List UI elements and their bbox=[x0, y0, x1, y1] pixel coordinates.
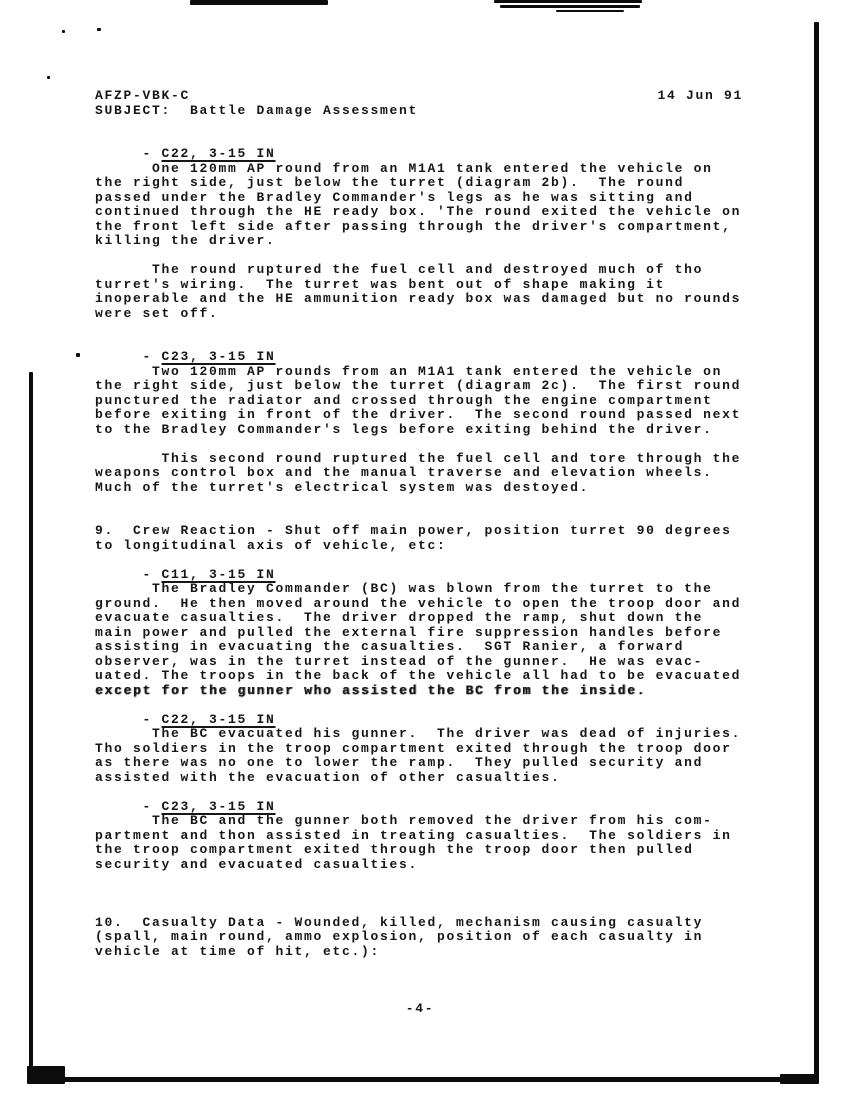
text-line: killing the driver. bbox=[95, 233, 276, 248]
scan-mark-top-right-2 bbox=[500, 5, 640, 8]
office-symbol: AFZP-VBK-C bbox=[95, 88, 191, 103]
scan-mark-top-right-1 bbox=[494, 0, 642, 3]
section-heading bbox=[95, 568, 785, 583]
text-line: The BC and the gunner both removed the driver from his com- bbox=[95, 813, 713, 828]
section-heading-label: C23, 3-15 IN bbox=[161, 349, 276, 364]
document-date: 14 Jun 91 bbox=[657, 88, 743, 103]
text-line: Two 120mm AP rounds from an M1A1 tank entered the vehicle on bbox=[95, 363, 723, 379]
scan-edge-right bbox=[814, 22, 819, 1084]
text-line: Tho soldiers in the troop compartment exited through the troop door bbox=[95, 740, 732, 756]
scan-blob-bottom-left bbox=[27, 1066, 65, 1084]
text-line: The BC evacuated his gunner. The driver was dead of injuries. bbox=[95, 726, 742, 741]
section-heading bbox=[95, 350, 785, 365]
scan-speck-4 bbox=[76, 353, 80, 357]
scan-speck-1 bbox=[62, 30, 65, 33]
text-line: Much of the turret's electrical system was destoyed. bbox=[95, 479, 590, 495]
text-line: the front left side after passing through the driver's compartment, bbox=[95, 218, 732, 234]
paragraph bbox=[95, 263, 785, 321]
text-line: security and evacuated casualties. bbox=[95, 856, 419, 872]
text-line: - C23, 3-15 IN bbox=[95, 349, 276, 364]
text-line: as there was no one to lower the ramp. They pulled security and bbox=[95, 755, 704, 770]
text-line: continued through the HE ready box. 'The round exited the vehicle on bbox=[95, 204, 742, 219]
text-line: inoperable and the HE ammunition ready box was damaged but no rounds bbox=[95, 291, 742, 306]
section-heading bbox=[95, 800, 785, 815]
text-line: the troop compartment exited through the troop door then pulled bbox=[95, 842, 694, 857]
page-footer bbox=[95, 1002, 745, 1017]
text-line: were set off. bbox=[95, 305, 219, 321]
paragraph bbox=[95, 365, 785, 438]
text-line: except for the gunner who assisted the BC from the inside. bbox=[95, 682, 647, 698]
text-line: observer, was in the turret instead of the gunner. He was evac- bbox=[95, 653, 704, 669]
text-line: - C22, 3-15 IN bbox=[95, 711, 276, 727]
paragraph bbox=[95, 162, 785, 249]
text-line: The round ruptured the fuel cell and destroyed much of tho bbox=[95, 262, 704, 277]
text-line: to longitudinal axis of vehicle, etc: bbox=[95, 537, 447, 553]
text-line: partment and thon assisted in treating casualties. The soldiers in bbox=[95, 827, 732, 843]
paragraph bbox=[95, 916, 785, 960]
page-number: -4- bbox=[405, 1001, 435, 1016]
text-line: to the Bradley Commander's legs before exiting behind the driver. bbox=[95, 421, 713, 437]
scan-edge-left bbox=[29, 372, 33, 1084]
text-line: - C23, 3-15 IN bbox=[95, 798, 276, 814]
text-line: vehicle at time of hit, etc.): bbox=[95, 943, 381, 959]
text-line: the right side, just below the turret (diagram 2c). The first round bbox=[95, 378, 742, 393]
text-line: ground. He then moved around the vehicle to open the troop door and bbox=[95, 595, 742, 611]
scan-mark-top-right-3 bbox=[556, 10, 624, 12]
text-line: the right side, just below the turret (diagram 2b). The round bbox=[95, 175, 685, 190]
scan-speck-3 bbox=[47, 76, 50, 79]
document bbox=[95, 89, 785, 1017]
text-line: 9. Crew Reaction - Shut off main power, position turret 90 degrees bbox=[95, 523, 732, 538]
paragraph bbox=[95, 524, 785, 553]
text-line: uated. The troops in the back of the vehicle all had to be evacuated bbox=[95, 668, 742, 683]
text-line: turret's wiring. The turret was bent out of shape making it bbox=[95, 276, 666, 292]
text-line: assisting in evacuating the casualties. SGT Ranier, a forward bbox=[95, 639, 685, 654]
text-line: (spall, main round, ammo explosion, position of each casualty in bbox=[95, 929, 704, 944]
scan-blob-bottom-right bbox=[780, 1074, 818, 1084]
paragraph bbox=[95, 452, 785, 496]
text-line: passed under the Bradley Commander's legs as he was sitting and bbox=[95, 189, 694, 205]
scan-mark-top-left bbox=[190, 0, 328, 5]
section-heading-label: C23, 3-15 IN bbox=[161, 798, 276, 814]
text-line: The Bradley Commander (BC) was blown from the turret to the bbox=[95, 581, 713, 596]
section-heading-label: C22, 3-15 IN bbox=[161, 146, 276, 161]
subject-line: SUBJECT: Battle Damage Assessment bbox=[95, 102, 419, 118]
text-line: evacuate casualties. The driver dropped the ramp, shut down the bbox=[95, 610, 704, 625]
paragraph bbox=[95, 814, 785, 872]
scan-edge-bottom bbox=[30, 1077, 818, 1082]
section-heading bbox=[95, 147, 785, 162]
text-line: weapons control box and the manual traverse and elevation wheels. bbox=[95, 465, 713, 480]
text-line: main power and pulled the external fire suppression handles before bbox=[95, 624, 723, 640]
scan-speck-2 bbox=[97, 28, 101, 31]
text-line: This second round ruptured the fuel cell and tore through the bbox=[95, 450, 742, 466]
text-line: 10. Casualty Data - Wounded, killed, mechanism causing casualty bbox=[95, 914, 704, 930]
text-line: before exiting in front of the driver. The second round passed next bbox=[95, 407, 742, 422]
text-line: assisted with the evacuation of other casualties. bbox=[95, 769, 561, 785]
text-line: - C11, 3-15 IN bbox=[95, 566, 276, 582]
document-header bbox=[95, 89, 743, 104]
section-heading bbox=[95, 713, 785, 728]
document-body bbox=[95, 147, 785, 959]
section-heading-label: C22, 3-15 IN bbox=[161, 711, 276, 727]
text-line: One 120mm AP round from an M1A1 tank entered the vehicle on bbox=[95, 160, 713, 176]
paragraph bbox=[95, 727, 785, 785]
text-line: - C22, 3-15 IN bbox=[95, 146, 276, 161]
paragraph bbox=[95, 582, 785, 698]
section-heading-label: C11, 3-15 IN bbox=[161, 566, 276, 582]
text-line: punctured the radiator and crossed through the engine compartment bbox=[95, 392, 713, 408]
